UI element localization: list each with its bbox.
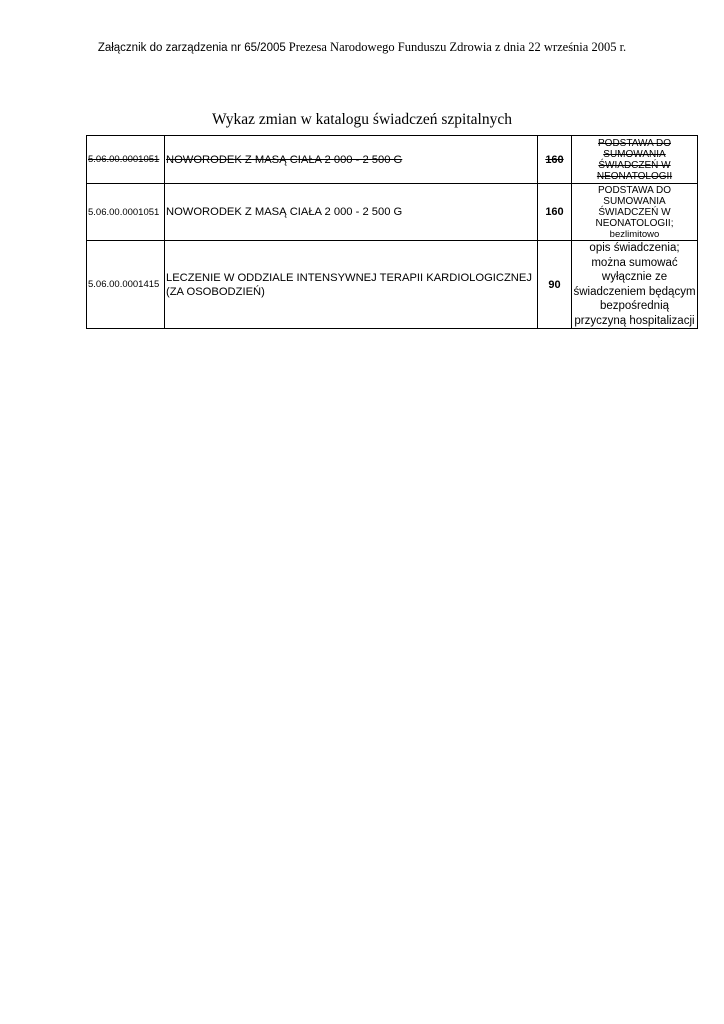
table-row <box>87 136 698 184</box>
procedure-name: LECZENIE W ODDZIALE INTENSYWNEJ TERAPII KARDIOLOGICZNEJ (ZA OSOBODZIEŃ) <box>165 241 538 329</box>
changes-table <box>86 135 698 329</box>
procedure-code: 5.06.00.0001051 <box>87 136 165 184</box>
procedure-code: 5.06.00.0001051 <box>87 184 165 241</box>
procedure-name: NOWORODEK Z MASĄ CIAŁA 2 000 - 2 500 G <box>165 184 538 241</box>
procedure-note: opis świadczenia; można sumować wyłącznie ze świadczeniem będącym bezpośrednią przyczyną hospitalizacji <box>573 242 696 327</box>
procedure-note-sub: bezlimitowo <box>609 228 660 240</box>
procedure-note: PODSTAWA DO SUMOWANIA ŚWIADCZEŃ W NEONATOLOGII <box>572 136 698 184</box>
procedure-code: 5.06.00.0001415 <box>87 241 165 329</box>
procedure-note <box>572 184 698 241</box>
points-value: 160 <box>538 184 572 241</box>
document-title: Wykaz zmian w katalogu świadczeń szpitalnych <box>212 111 512 128</box>
procedure-note-main: PODSTAWA DO SUMOWANIA ŚWIADCZEŃ W NEONATOLOGII; <box>595 184 674 229</box>
table-row <box>87 184 698 241</box>
table-row <box>87 241 698 329</box>
points-value: 90 <box>538 241 572 329</box>
attachment-header <box>0 40 724 55</box>
attachment-header-part2: Prezesa Narodowego Funduszu Zdrowia z dnia 22 września 2005 r. <box>288 40 627 54</box>
attachment-header-part1: Załącznik do zarządzenia nr 65/2005 <box>97 42 286 54</box>
points-value: 160 <box>538 136 572 184</box>
procedure-name: NOWORODEK Z MASĄ CIAŁA 2 000 - 2 500 G <box>165 136 538 184</box>
